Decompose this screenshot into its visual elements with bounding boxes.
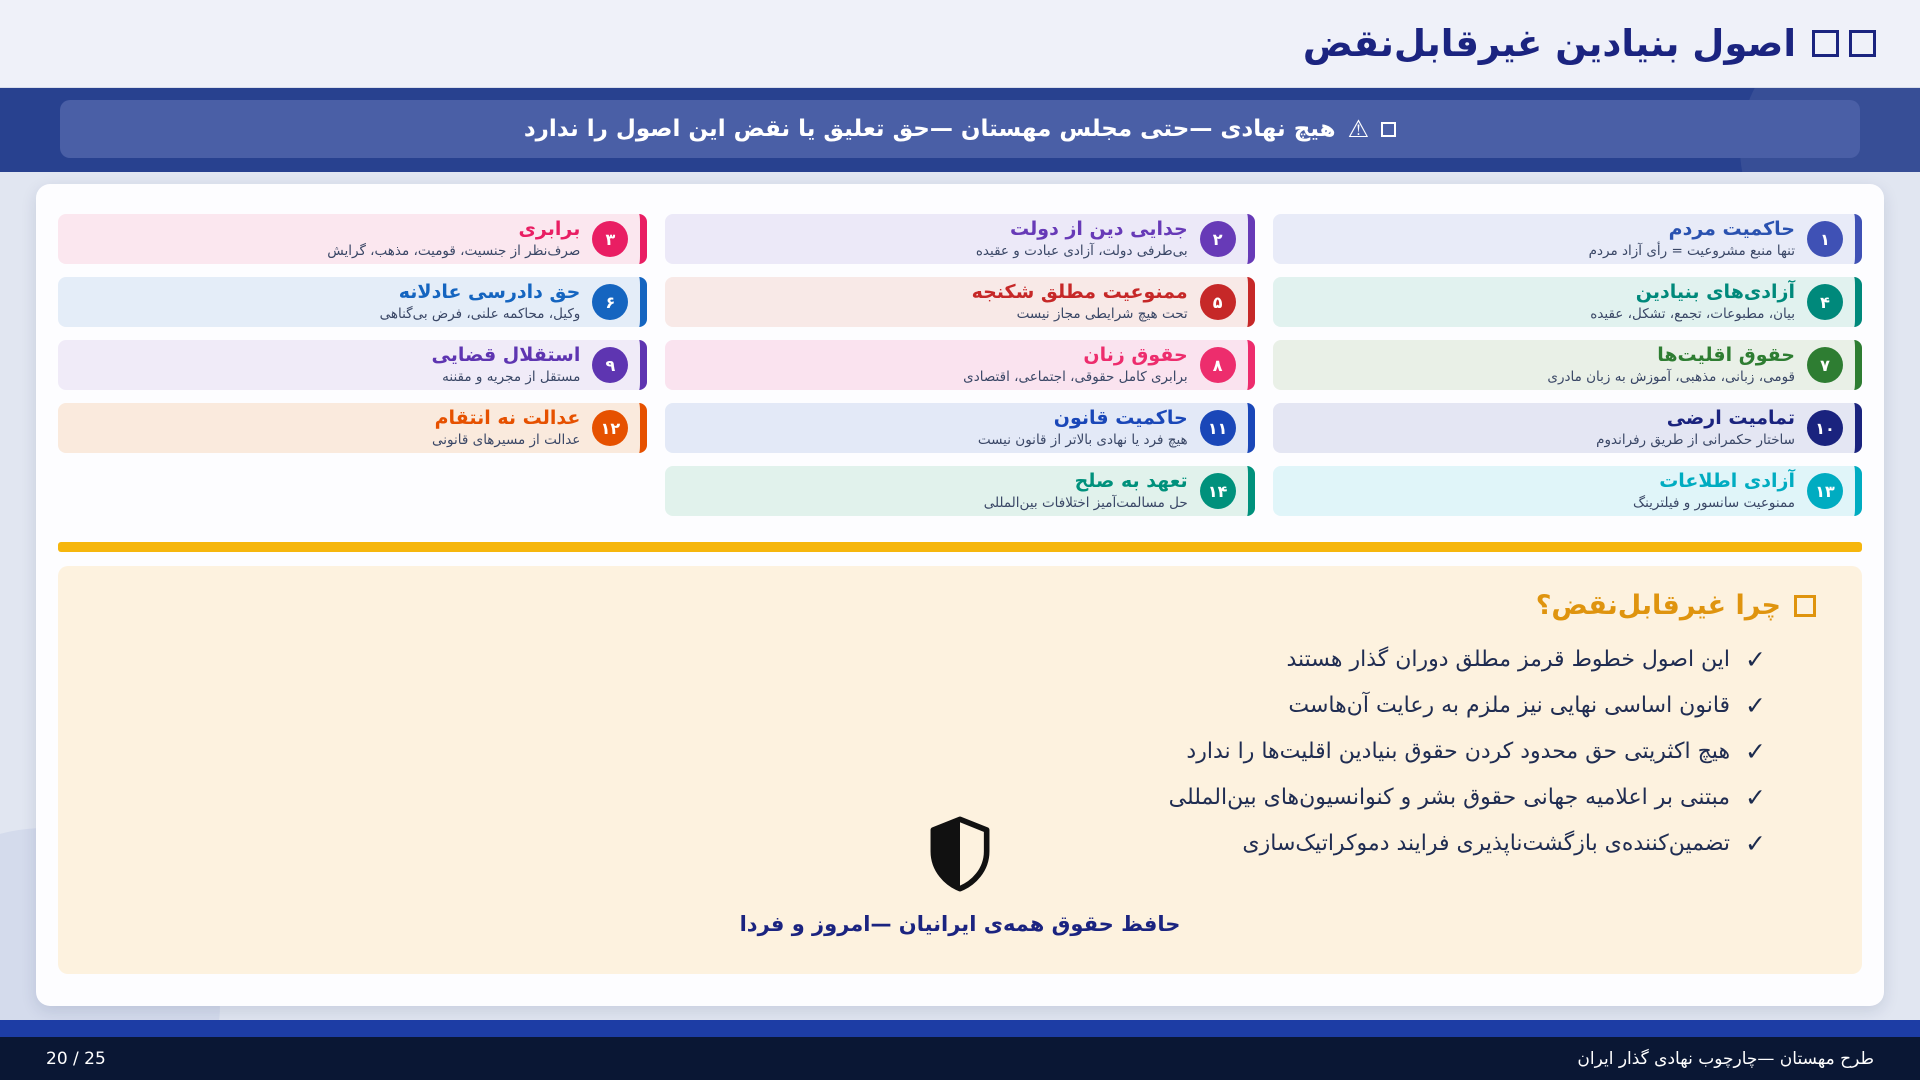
principle-desc: صرف‌نظر از جنسیت، قومیت، مذهب، گرایش bbox=[327, 242, 581, 259]
principle-card-5 bbox=[665, 277, 1254, 327]
square-icon bbox=[1381, 122, 1396, 137]
principle-title: برابری bbox=[518, 218, 581, 241]
principle-desc: تحت هیچ شرایطی مجاز نیست bbox=[1016, 305, 1188, 322]
why-title-row bbox=[104, 590, 1816, 621]
warning-text: هیچ نهادی —حتی مجلس مهستان —حق تعلیق یا نقض این اصول را ندارد bbox=[523, 116, 1336, 142]
content-card bbox=[36, 184, 1884, 1006]
principle-card-10 bbox=[1273, 403, 1862, 453]
square-icon bbox=[1794, 595, 1816, 617]
number-badge: ۸ bbox=[1200, 347, 1236, 383]
warning-banner bbox=[60, 100, 1860, 158]
principle-card-8 bbox=[665, 340, 1254, 390]
principle-desc: ممنوعیت سانسور و فیلترینگ bbox=[1632, 494, 1795, 511]
bullet-text: مبتنی بر اعلامیه جهانی حقوق بشر و کنوانسیون‌های بین‌المللی bbox=[1168, 785, 1731, 810]
number-badge: ۳ bbox=[592, 221, 628, 257]
principle-desc: تنها منبع مشروعیت = رأی آزاد مردم bbox=[1588, 242, 1795, 259]
principle-card-4 bbox=[1273, 277, 1862, 327]
why-title: چرا غیرقابل‌نقض؟ bbox=[1535, 590, 1781, 621]
warning-icon: ⚠ bbox=[1347, 115, 1370, 143]
principle-card-14 bbox=[665, 466, 1254, 516]
principle-title: حق دادرسی عادلانه bbox=[398, 281, 581, 304]
number-badge: ۹ bbox=[592, 347, 628, 383]
principle-desc: هیچ فرد یا نهادی بالاتر از قانون نیست bbox=[977, 431, 1188, 448]
number-badge: ۷ bbox=[1807, 347, 1843, 383]
page-title: اصول بنیادین غیرقابل‌نقض bbox=[1302, 22, 1796, 65]
number-badge: ۵ bbox=[1200, 284, 1236, 320]
principle-card-2 bbox=[665, 214, 1254, 264]
principle-title: تعهد به صلح bbox=[1074, 470, 1188, 493]
number-badge: ۴ bbox=[1807, 284, 1843, 320]
slide-header bbox=[0, 0, 1920, 88]
principle-card-13 bbox=[1273, 466, 1862, 516]
number-badge: ۶ bbox=[592, 284, 628, 320]
principle-card-12 bbox=[58, 403, 647, 453]
principle-title: استقلال قضایی bbox=[431, 344, 581, 367]
principle-title: جدایی دین از دولت bbox=[1010, 218, 1188, 241]
principle-title: حاکمیت قانون bbox=[1053, 407, 1188, 430]
number-badge: ۱۱ bbox=[1200, 410, 1236, 446]
footer-accent-strip bbox=[0, 1020, 1920, 1037]
principle-desc: وکیل، محاکمه علنی، فرض بی‌گناهی bbox=[379, 305, 581, 322]
page-number: 20 / 25 bbox=[46, 1048, 106, 1069]
bullet-text: قانون اساسی نهایی نیز ملزم به رعایت آن‌هاست bbox=[1288, 693, 1731, 718]
principle-title: آزادی‌های بنیادین bbox=[1635, 281, 1795, 304]
principle-title: حاکمیت مردم bbox=[1668, 218, 1795, 241]
principle-desc: عدالت از مسیرهای قانونی bbox=[432, 431, 581, 448]
principle-desc: قومی، زبانی، مذهبی، آموزش به زبان مادری bbox=[1547, 368, 1795, 385]
principle-title: آزادی اطلاعات bbox=[1659, 470, 1795, 493]
check-icon: ✓ bbox=[1745, 737, 1766, 766]
principle-card-11 bbox=[665, 403, 1254, 453]
principle-title: حقوق اقلیت‌ها bbox=[1657, 344, 1795, 367]
principle-card-6 bbox=[58, 277, 647, 327]
bullet-text: تضمین‌کننده‌ی بازگشت‌ناپذیری فرایند دموکراتیک‌سازی bbox=[1242, 831, 1731, 856]
principle-desc: مستقل از مجریه و مقننه bbox=[442, 368, 581, 385]
number-badge: ۲ bbox=[1200, 221, 1236, 257]
principles-grid bbox=[36, 184, 1884, 516]
warning-band bbox=[0, 88, 1920, 172]
principle-title: تمامیت ارضی bbox=[1666, 407, 1795, 430]
number-badge: ۱۲ bbox=[592, 410, 628, 446]
principle-desc: حل مسالمت‌آمیز اختلافات بین‌المللی bbox=[983, 494, 1188, 511]
list-item bbox=[104, 645, 1766, 674]
footer-project-title: طرح مهستان —چارچوب نهادی گذار ایران bbox=[1577, 1048, 1874, 1069]
list-item bbox=[104, 783, 1766, 812]
check-icon: ✓ bbox=[1745, 691, 1766, 720]
principle-title: ممنوعیت مطلق شکنجه bbox=[971, 281, 1188, 304]
list-item bbox=[104, 691, 1766, 720]
header-square-icon bbox=[1849, 30, 1876, 57]
number-badge: ۱۳ bbox=[1807, 473, 1843, 509]
yellow-divider bbox=[58, 542, 1862, 552]
why-section bbox=[58, 566, 1862, 974]
number-badge: ۱۰ bbox=[1807, 410, 1843, 446]
shield-caption: حافظ حقوق همه‌ی ایرانیان —امروز و فردا bbox=[739, 912, 1181, 936]
number-badge: ۱۴ bbox=[1200, 473, 1236, 509]
shield-icon bbox=[58, 816, 1862, 892]
principle-card-9 bbox=[58, 340, 647, 390]
check-icon: ✓ bbox=[1745, 645, 1766, 674]
principle-card-7 bbox=[1273, 340, 1862, 390]
number-badge: ۱ bbox=[1807, 221, 1843, 257]
check-icon: ✓ bbox=[1745, 829, 1766, 858]
principle-desc: بی‌طرفی دولت، آزادی عبادت و عقیده bbox=[975, 242, 1188, 259]
principle-card-3 bbox=[58, 214, 647, 264]
bullet-text: این اصول خطوط قرمز مطلق دوران گذار هستند bbox=[1286, 647, 1731, 672]
check-icon: ✓ bbox=[1745, 783, 1766, 812]
principle-desc: ساختار حکمرانی از طریق رفراندوم bbox=[1596, 431, 1795, 448]
principle-card-1 bbox=[1273, 214, 1862, 264]
principle-desc: بیان، مطبوعات، تجمع، تشکل، عقیده bbox=[1590, 305, 1795, 322]
bullet-text: هیچ اکثریتی حق محدود کردن حقوق بنیادین اقلیت‌ها را ندارد bbox=[1186, 739, 1731, 764]
principle-title: عدالت نه انتقام bbox=[434, 407, 581, 430]
principle-title: حقوق زنان bbox=[1083, 344, 1188, 367]
header-square-icon bbox=[1812, 30, 1839, 57]
slide-footer bbox=[0, 1037, 1920, 1080]
principle-desc: برابری کامل حقوقی، اجتماعی، اقتصادی bbox=[963, 368, 1188, 385]
list-item bbox=[104, 737, 1766, 766]
